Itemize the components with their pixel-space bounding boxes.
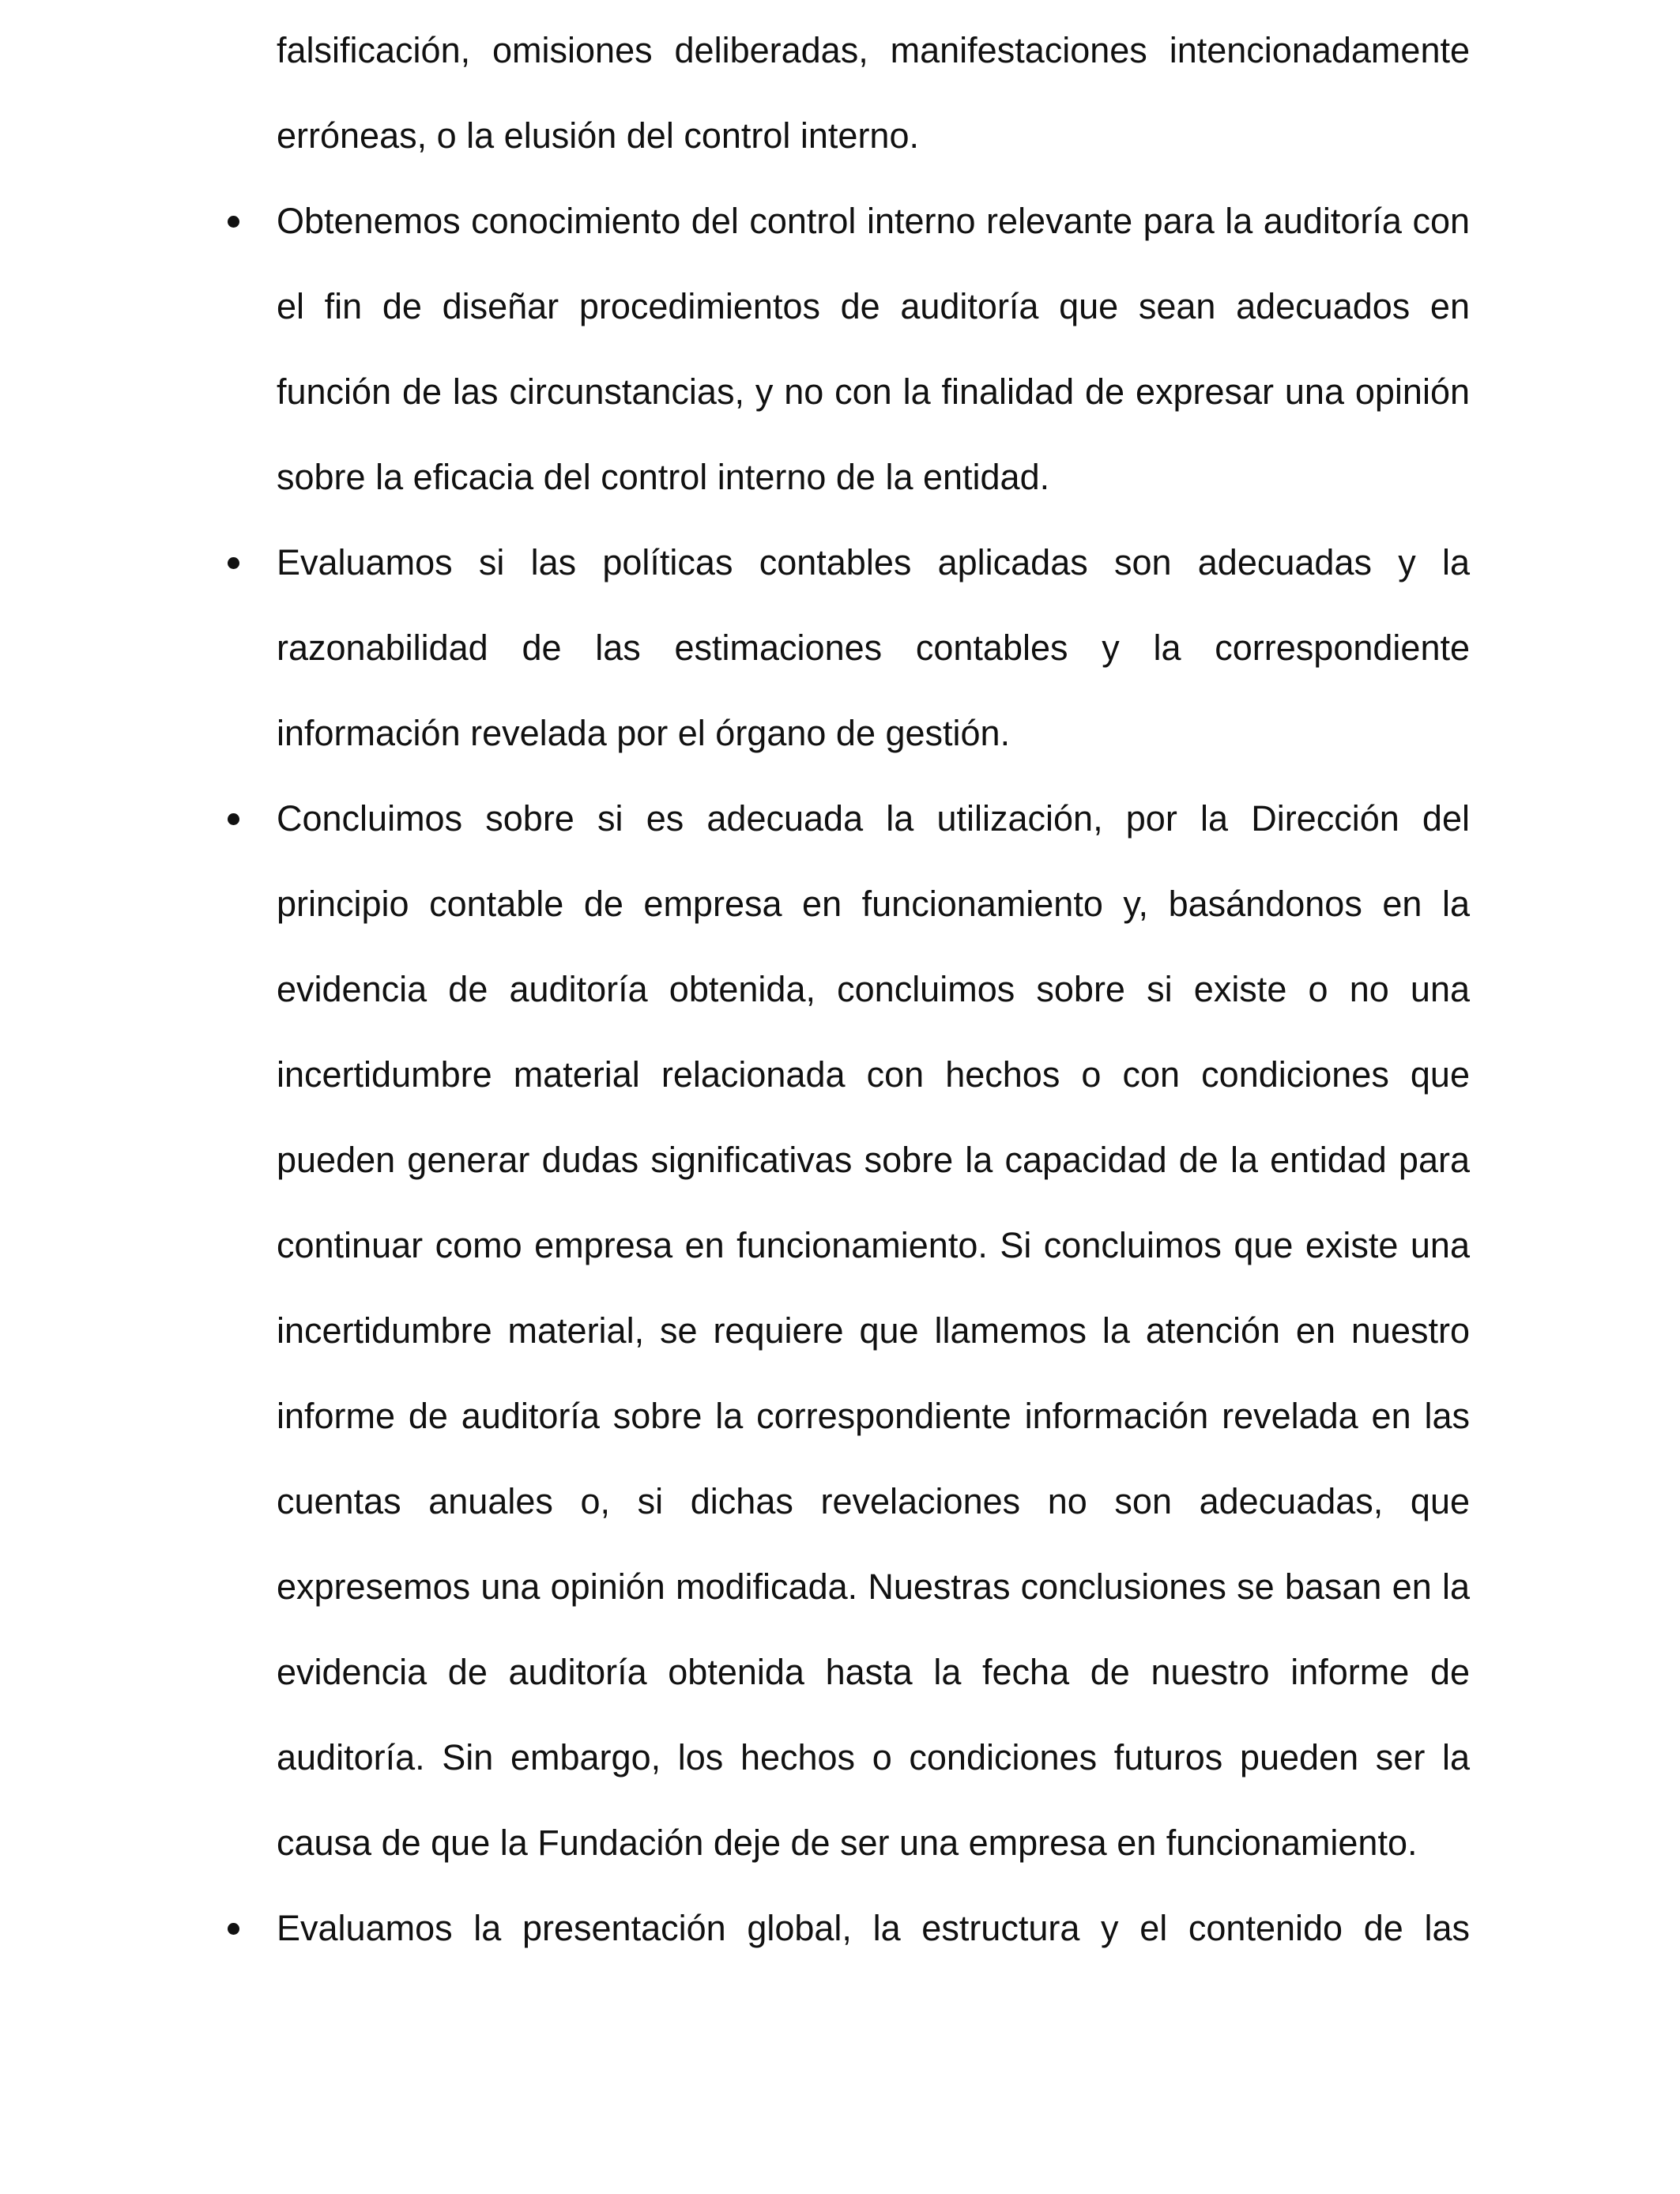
list-item-text: Evaluamos si las políticas contables aplicadas son adecuadas y la razonabilidad de las estimaciones contables y la correspondiente información revelada por el órgano de gestión. <box>277 542 1470 753</box>
bullet-icon <box>221 179 245 264</box>
document-body <box>277 8 1470 1971</box>
list-item <box>277 179 1470 520</box>
list-item <box>277 1886 1470 1971</box>
bullet-icon <box>221 1886 245 1971</box>
list-item-text: Concluimos sobre si es adecuada la utilización, por la Dirección del principio contable de empresa en funcionamiento y, basándonos en la evidencia de auditoría obtenida, concluimos sobre si existe o no una incertidumbre material relacionada con hechos o con condiciones que pueden generar dudas significativas sobre la capacidad de la entidad para continuar como empresa en funcionamiento. Si concluimos que existe una incertidumbre material, se requiere que llamemos la atención en nuestro informe de auditoría sobre la correspondiente información revelada en las cuentas anuales o, si dichas revelaciones no son adecuadas, que expresemos una opinión modificada. Nuestras conclusiones se basan en la evidencia de auditoría obtenida hasta la fecha de nuestro informe de auditoría. Sin embargo, los hechos o condiciones futuros pueden ser la causa de que la Fundación deje de ser una empresa en funcionamiento. <box>277 798 1470 1863</box>
bullet-icon <box>221 520 245 605</box>
list-item <box>277 776 1470 1886</box>
list-item-text: Obtenemos conocimiento del control interno relevante para la auditoría con el fin de diseñar procedimientos de auditoría que sean adecuados en función de las circunstancias, y no con la finalidad de expresar una opinión sobre la eficacia del control interno de la entidad. <box>277 201 1470 497</box>
list-item-text: Evaluamos la presentación global, la estructura y el contenido de las <box>277 1908 1470 1948</box>
bullet-icon <box>221 776 245 861</box>
continuation-paragraph: falsificación, omisiones deliberadas, manifestaciones intencionadamente erróneas, o la elusión del control interno. <box>277 30 1470 156</box>
list-item <box>277 520 1470 776</box>
